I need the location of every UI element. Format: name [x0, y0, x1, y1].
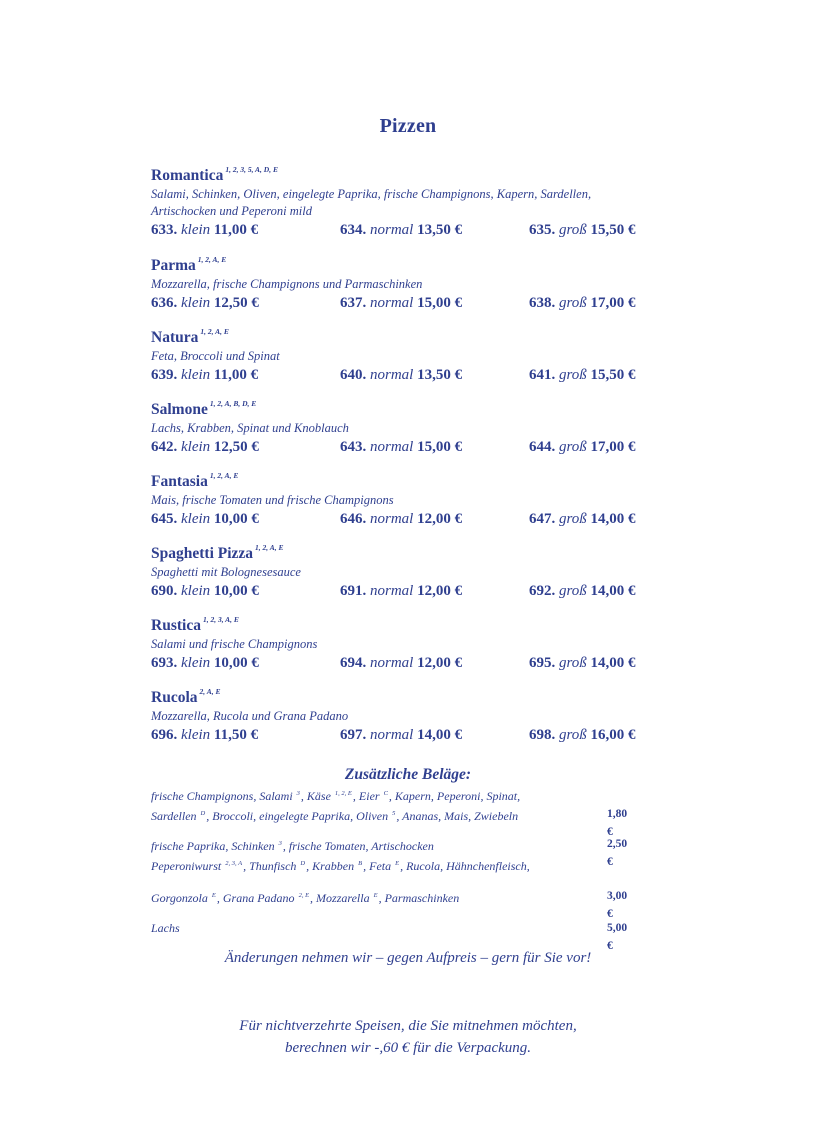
packaging-note-line: Für nichtverzehrte Speisen, die Sie mitnehmen möchten, — [239, 1018, 577, 1034]
allergen-marker: D — [300, 860, 306, 867]
allergen-marker: 2, E — [298, 892, 310, 899]
price-amount: 11,00 € — [213, 367, 259, 383]
topping-text: frische Paprika, Schinken — [151, 839, 278, 853]
price-option — [151, 220, 258, 240]
price-amount: 12,00 € — [417, 655, 463, 671]
price-option — [151, 581, 259, 601]
item-number: 644. — [529, 439, 556, 455]
price-amount: 12,00 € — [417, 583, 463, 599]
pizza-description: Mozzarella, frische Champignons und Parmaschinken — [151, 277, 423, 291]
pizza-name-text: Spaghetti Pizza — [151, 545, 254, 562]
extra-topping-group — [151, 835, 646, 875]
topping-text: , Broccoli, eingelegte Paprika, Oliven — [206, 809, 392, 823]
pizza-name-text: Fantasia — [151, 473, 208, 490]
pizza-description: Spaghetti mit Bolognesesauce — [151, 565, 301, 579]
pizza-name-text: Natura — [151, 329, 199, 346]
price-option — [151, 725, 258, 745]
item-number: 690. — [151, 583, 178, 599]
pizza-name-text: Salmone — [151, 401, 208, 418]
size-label: klein — [181, 295, 211, 311]
changes-note: Änderungen nehmen wir – gegen Aufpreis – gern für Sie vor! — [224, 950, 592, 966]
pizza-prices — [151, 509, 646, 529]
pizza-name — [151, 682, 646, 708]
size-label: klein — [181, 367, 211, 383]
price-amount: 12,50 € — [213, 295, 259, 311]
item-number: 638. — [529, 295, 556, 311]
price-option — [340, 653, 462, 673]
pizza-description: Mozzarella, Rucola und Grana Padano — [151, 709, 349, 723]
pizza-name — [151, 466, 646, 492]
extra-topping-text — [151, 919, 628, 952]
price-amount: 13,50 € — [417, 367, 463, 383]
pizza-name-text: Parma — [151, 257, 196, 274]
price-amount: 10,00 € — [213, 655, 259, 671]
size-label: normal — [370, 655, 414, 671]
allergen-marker: 3 — [296, 790, 300, 797]
price-option — [529, 581, 636, 601]
pizza-name — [151, 538, 646, 564]
allergen-marker: 5 — [392, 810, 396, 817]
item-number: 637. — [340, 295, 367, 311]
pizza-item — [151, 466, 646, 538]
price-amount: 14,00 € — [590, 655, 636, 671]
extra-topping-line — [151, 855, 581, 875]
packaging-note-line: berechnen wir -,60 € für die Verpackung. — [284, 1040, 532, 1056]
pizza-description: Salami, Schinken, Oliven, eingelegte Paprika, frische Champignons, Kapern, Sardellen, Artischocken und Peperoni mild — [151, 187, 592, 218]
pizza-name — [151, 610, 646, 636]
allergen-marker: 1, 2, E — [334, 790, 352, 797]
pizza-name-text: Rustica — [151, 617, 201, 634]
price-amount: 17,00 € — [590, 295, 636, 311]
size-label: klein — [181, 511, 211, 527]
size-label: klein — [181, 222, 211, 238]
price-option — [151, 293, 259, 313]
pizza-allergens: 1, 2, A, E — [209, 471, 239, 480]
size-label: klein — [181, 583, 211, 599]
pizza-item — [151, 322, 646, 394]
topping-text: , Kapern, Peperoni, Spinat, — [388, 789, 521, 803]
topping-text: Gorgonzola — [151, 891, 211, 905]
price-amount: 11,00 € — [213, 222, 259, 238]
price-amount: 16,00 € — [590, 727, 636, 743]
price-amount: 15,00 € — [417, 439, 463, 455]
pizza-item — [151, 250, 646, 322]
allergen-marker: E — [211, 892, 216, 899]
item-number: 646. — [340, 511, 367, 527]
price-amount: 11,50 € — [213, 727, 259, 743]
item-number: 645. — [151, 511, 178, 527]
price-amount: 14,00 € — [590, 583, 636, 599]
item-number: 641. — [529, 367, 556, 383]
topping-text: Peperoniwurst — [151, 859, 225, 873]
item-number: 639. — [151, 367, 178, 383]
item-number: 647. — [529, 511, 556, 527]
pizza-allergens: 2, A, E — [199, 687, 221, 696]
price-option — [529, 293, 636, 313]
pizza-allergens: 1, 2, A, B, D, E — [209, 399, 257, 408]
pizza-prices — [151, 293, 646, 313]
price-option — [529, 437, 636, 457]
price-option — [529, 509, 636, 529]
item-number: 696. — [151, 727, 178, 743]
item-number: 697. — [340, 727, 367, 743]
allergen-marker: B — [358, 860, 363, 867]
item-number: 643. — [340, 439, 367, 455]
item-number: 692. — [529, 583, 556, 599]
allergen-marker: C — [383, 790, 388, 797]
allergen-marker: 3 — [278, 840, 282, 847]
pizza-name — [151, 394, 646, 420]
item-number: 633. — [151, 222, 178, 238]
price-option — [340, 725, 462, 745]
price-amount: 14,00 € — [590, 511, 636, 527]
price-amount: 10,00 € — [213, 511, 259, 527]
pizza-item — [151, 610, 646, 682]
extra-topping-group — [151, 887, 646, 920]
topping-text: , Parmaschinken — [378, 891, 460, 905]
pizza-item — [151, 394, 646, 466]
packaging-note — [0, 1015, 816, 1059]
pizza-description: Feta, Broccoli und Spinat — [151, 349, 280, 363]
price-option — [529, 725, 636, 745]
size-label: normal — [370, 727, 414, 743]
topping-text: frische Champignons, Salami — [151, 789, 296, 803]
allergen-marker: E — [373, 892, 378, 899]
pizza-allergens: 1, 2, A, E — [255, 543, 284, 552]
size-label: groß — [559, 583, 587, 599]
extra-topping-line: Gorgonzola $^E$, Grana Padano $^{2, E}$, Mozzarella $^E$, Parmaschinken 3,00 € — [151, 890, 628, 920]
extra-topping-group — [151, 919, 646, 952]
size-label: klein — [181, 727, 211, 743]
size-label: normal — [370, 511, 414, 527]
size-label: groß — [559, 439, 587, 455]
pizza-prices — [151, 220, 646, 240]
extra-topping-line: Sardellen $^D$, Broccoli, eingelegte Paprika, Oliven $^5$, Ananas, Mais, Zwiebeln 1,80 € — [151, 808, 628, 838]
price-amount: 12,00 € — [417, 511, 463, 527]
size-label: groß — [559, 295, 587, 311]
price-option — [340, 220, 462, 240]
size-label: normal — [370, 439, 414, 455]
price-option — [529, 653, 636, 673]
topping-text: , frische Tomaten, Artischocken — [282, 839, 434, 853]
topping-text: , Käse — [300, 789, 334, 803]
price-option — [529, 365, 636, 385]
pizza-list — [151, 160, 646, 754]
price-option — [340, 293, 462, 313]
allergen-marker: D — [200, 810, 206, 817]
pizza-name-text: Romantica — [151, 167, 224, 184]
topping-text: , Mozzarella — [310, 891, 373, 905]
extra-topping-text — [151, 785, 628, 838]
topping-text: , Rucola, Hähnchenfleisch, — [400, 859, 530, 873]
price-option — [340, 365, 462, 385]
item-number: 698. — [529, 727, 556, 743]
size-label: groß — [559, 727, 587, 743]
pizza-prices — [151, 437, 646, 457]
pizza-item — [151, 160, 646, 250]
item-number: 693. — [151, 655, 178, 671]
pizza-name — [151, 322, 646, 348]
topping-text: Lachs — [151, 921, 180, 935]
price-amount: 15,00 € — [417, 295, 463, 311]
item-number: 636. — [151, 295, 178, 311]
topping-text: , Krabben — [306, 859, 358, 873]
extra-topping-line: frische Paprika, Schinken $^3$, frische Tomaten, Artischocken 2,50 € — [151, 838, 628, 868]
pizza-description: Lachs, Krabben, Spinat und Knoblauch — [151, 421, 349, 435]
topping-text: Sardellen — [151, 809, 200, 823]
pizza-prices — [151, 581, 646, 601]
size-label: groß — [559, 367, 587, 383]
size-label: normal — [370, 222, 414, 238]
pizza-prices — [151, 365, 646, 385]
extra-topping-text — [151, 835, 628, 875]
price-option — [151, 437, 259, 457]
price-option — [151, 653, 259, 673]
pizza-prices — [151, 653, 646, 673]
item-number: 694. — [340, 655, 367, 671]
pizza-allergens: 1, 2, 3, A, E — [202, 615, 239, 624]
item-number: 634. — [340, 222, 367, 238]
price-option — [340, 509, 462, 529]
page-title: Pizzen — [379, 115, 437, 137]
pizza-name-text: Rucola — [151, 689, 198, 706]
item-number: 695. — [529, 655, 556, 671]
price-amount: 10,00 € — [213, 583, 259, 599]
topping-text: , Eier — [352, 789, 383, 803]
topping-text: , Grana Padano — [216, 891, 298, 905]
size-label: klein — [181, 655, 211, 671]
pizza-name — [151, 160, 646, 186]
item-number: 642. — [151, 439, 178, 455]
pizza-item — [151, 538, 646, 610]
extra-topping-group — [151, 785, 646, 838]
allergen-marker: E — [395, 860, 400, 867]
price-option — [529, 220, 636, 240]
size-label: normal — [370, 295, 414, 311]
price-option — [151, 509, 259, 529]
topping-text: , Thunfisch — [243, 859, 300, 873]
price-option — [340, 581, 462, 601]
pizza-item — [151, 682, 646, 754]
topping-text: , Feta — [363, 859, 395, 873]
pizza-allergens: 1, 2, 3, 5, A, D, E — [225, 165, 278, 174]
price-amount: 17,00 € — [590, 439, 636, 455]
price-amount: 15,50 € — [590, 222, 636, 238]
size-label: groß — [559, 511, 587, 527]
pizza-description: Mais, frische Tomaten und frische Champignons — [151, 493, 394, 507]
price-amount: 13,50 € — [417, 222, 463, 238]
pizza-allergens: 1, 2, A, E — [200, 327, 229, 336]
price-amount: 14,00 € — [417, 727, 463, 743]
extra-topping-line — [151, 785, 581, 805]
extra-topping-line: Lachs 5,00 € — [151, 921, 628, 952]
allergen-marker: 2, 3, A — [225, 860, 243, 867]
size-label: klein — [181, 439, 211, 455]
price-option — [340, 437, 462, 457]
pizza-allergens: 1, 2, A, E — [197, 255, 227, 264]
price-amount: 12,50 € — [213, 439, 259, 455]
price-option — [151, 365, 258, 385]
pizza-name — [151, 250, 646, 276]
size-label: groß — [559, 222, 587, 238]
item-number: 691. — [340, 583, 367, 599]
size-label: normal — [370, 583, 414, 599]
pizza-prices — [151, 725, 646, 745]
price-amount: 15,50 € — [590, 367, 636, 383]
extra-topping-text — [151, 887, 628, 920]
extras-title: Zusätzliche Beläge: — [344, 766, 472, 783]
item-number: 635. — [529, 222, 556, 238]
extra-toppings-section — [151, 765, 646, 952]
size-label: groß — [559, 655, 587, 671]
item-number: 640. — [340, 367, 367, 383]
topping-text: , Ananas, Mais, Zwiebeln — [396, 809, 519, 823]
pizza-description: Salami und frische Champignons — [151, 637, 318, 651]
size-label: normal — [370, 367, 414, 383]
